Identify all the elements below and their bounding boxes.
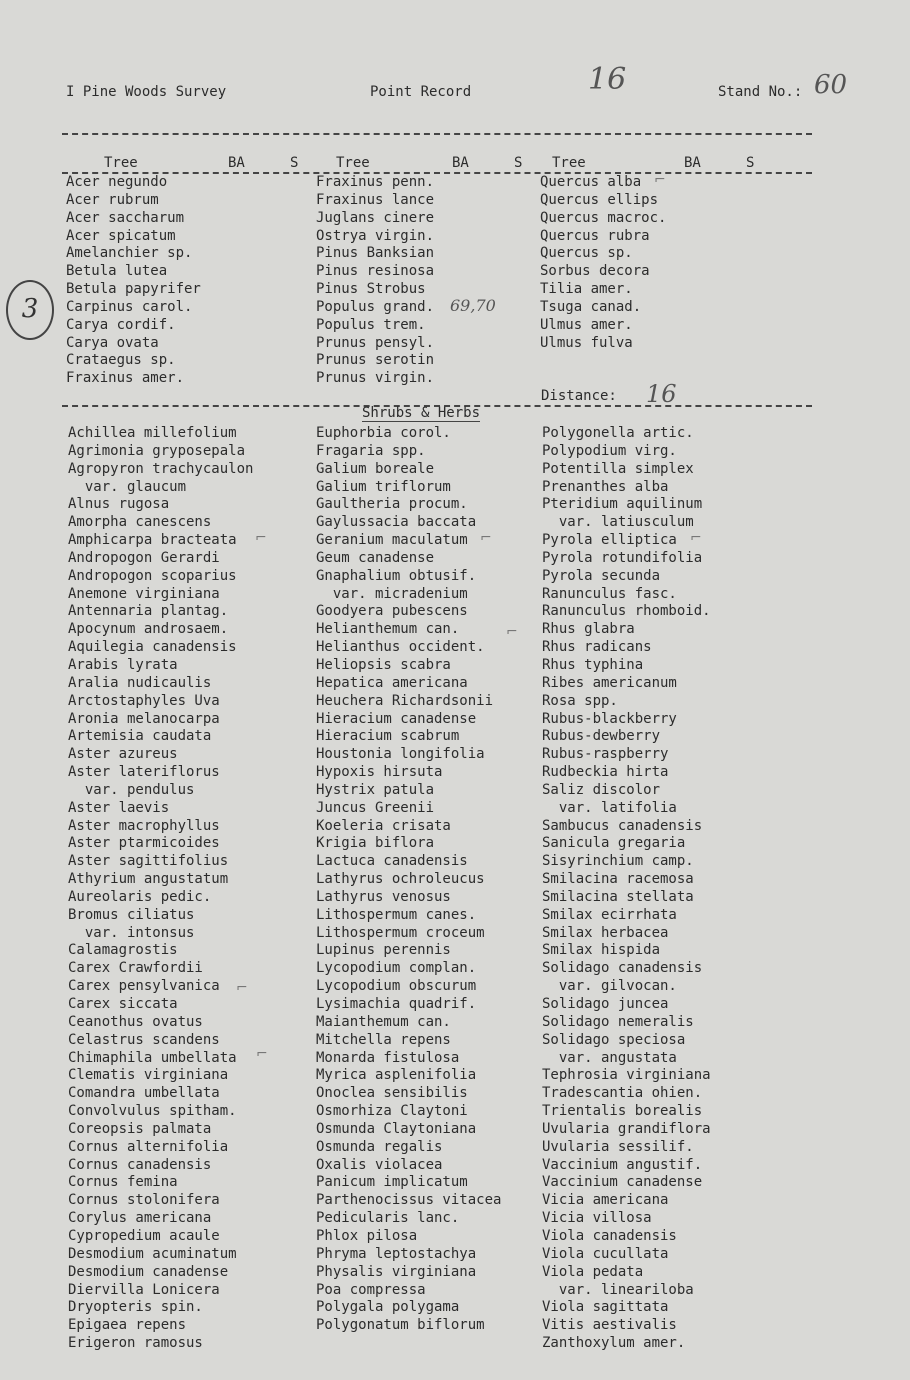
herb-species: Gaylussacia baccata — [316, 514, 477, 531]
tree-species: Prunus virgin. — [316, 370, 435, 387]
herb-species: Calamagrostis — [68, 942, 178, 959]
herb-species: Potentilla simplex — [542, 460, 694, 477]
herb-species: Sambucus canadensis — [542, 817, 703, 834]
tree-species: Carya ovata — [66, 334, 159, 351]
herb-species: Polygonella artic. — [542, 425, 694, 441]
tree-species: Pinus resinosa — [316, 263, 435, 280]
ba-header-2: BA — [452, 155, 469, 171]
herb-species: Amorpha canescens — [68, 514, 212, 531]
herb-species: Tephrosia virginiana — [542, 1067, 711, 1084]
herb-species: Aster macrophyllus — [68, 817, 220, 834]
herb-species: Celastrus scandens — [68, 1031, 220, 1048]
herb-species: Osmorhiza Claytoni — [316, 1103, 468, 1120]
herb-species: Cornus alternifolia — [68, 1138, 229, 1155]
tree-species: Populus grand. — [316, 298, 435, 315]
herb-species: Lysimachia quadrif. — [316, 996, 477, 1012]
herb-species: Euphorbia corol. — [316, 425, 451, 441]
populus-note: 69,70 — [450, 296, 496, 315]
handwritten-point-number: 16 — [588, 62, 627, 97]
tree-species: Tilia amer. — [540, 281, 633, 298]
herb-species: Bromus ciliatus — [68, 906, 195, 923]
herb-species: Athyrium angustatum — [68, 871, 229, 888]
herb-species: Lycopodium obscurum — [316, 978, 477, 995]
herb-species: Lathyrus ochroleucus — [316, 871, 485, 888]
tree-species: Acer saccharum — [66, 209, 185, 226]
survey-title: I Pine Woods Survey — [66, 84, 227, 100]
herb-species: Smilacina racemosa — [542, 871, 694, 888]
herb-species: Erigeron ramosus — [68, 1335, 203, 1352]
herb-species: Uvularia grandiflora — [542, 1120, 711, 1137]
herb-species: Lithospermum canes. — [316, 906, 477, 923]
herb-species: Galium triflorum — [316, 478, 451, 495]
herb-species: Vicia villosa — [542, 1210, 652, 1227]
herb-species: Rhus typhina — [542, 656, 644, 673]
herb-species: Solidago nemeralis — [542, 1013, 694, 1030]
herb-species: Solidago juncea — [542, 996, 669, 1012]
herb-species: Lycopodium complan. — [316, 960, 477, 977]
herb-species: Fragaria spp. — [316, 442, 426, 459]
herb-species: Arctostaphyles Uva — [68, 692, 220, 709]
herb-species: Prenanthes alba — [542, 478, 669, 495]
tree-list-col2 — [316, 174, 434, 388]
herb-list-col2 — [316, 425, 501, 1335]
herb-species: var. latifolia — [542, 799, 677, 816]
herb-list-col3 — [542, 425, 711, 1353]
herb-species: Aster azureus — [68, 746, 178, 763]
herb-species: var. glaucum — [68, 478, 187, 495]
herb-species: Gaultheria procum. — [316, 496, 468, 513]
herb-species: Alnus rugosa — [68, 496, 170, 513]
herb-species: Smilax hispida — [542, 942, 661, 959]
herb-species: Rubus-blackberry — [542, 710, 677, 727]
herb-species: Solidago canadensis — [542, 960, 703, 977]
herb-species: Solidago speciosa — [542, 1031, 686, 1048]
herb-species: Andropogon Gerardi — [68, 549, 220, 566]
herb-species: Ribes americanum — [542, 674, 677, 691]
herb-species: Anemone virginiana — [68, 585, 220, 602]
herb-species: Polygala polygama — [316, 1299, 460, 1316]
herb-species: Amphicarpa bracteata — [68, 532, 237, 549]
herb-species: Hieracium canadense — [316, 710, 477, 727]
herb-species: Aureolaris pedic. — [68, 888, 212, 905]
tree-species: Carya cordif. — [66, 316, 176, 333]
herb-species: Andropogon scoparius — [68, 567, 237, 584]
tree-species: Sorbus decora — [540, 263, 650, 280]
herb-species: Chimaphila umbellata — [68, 1049, 237, 1066]
herb-species: Hystrix patula — [316, 781, 435, 798]
herb-species: Smilacina stellata — [542, 888, 694, 905]
herb-species: Houstonia longifolia — [316, 746, 485, 763]
tree-species: Fraxinus penn. — [316, 174, 435, 190]
herb-species: Monarda fistulosa — [316, 1049, 460, 1066]
tree-species: Quercus sp. — [540, 245, 633, 262]
tree-species: Quercus alba — [540, 174, 642, 190]
ba-header-3: BA — [684, 155, 701, 171]
herb-species: Heuchera Richardsonii — [316, 692, 494, 709]
herb-species: Goodyera pubescens — [316, 603, 468, 620]
s-header-1: S — [290, 155, 299, 171]
herb-species: Geranium maculatum — [316, 532, 468, 549]
herb-species: Sanicula gregaria — [542, 835, 686, 852]
check-mark: ⌐ — [506, 624, 518, 640]
herb-species: Physalis virginiana — [316, 1263, 477, 1280]
herb-species: Rubus-dewberry — [542, 728, 661, 745]
herb-species: Osmunda regalis — [316, 1138, 443, 1155]
herb-species: Aster sagittifolius — [68, 853, 229, 870]
herb-species: Tradescantia ohien. — [542, 1085, 703, 1102]
herb-species: Lupinus perennis — [316, 942, 451, 959]
tree-species: Acer spicatum — [66, 227, 176, 244]
tree-species: Ulmus amer. — [540, 316, 633, 333]
herb-species: Krigia biflora — [316, 835, 435, 852]
herb-species: Cornus femina — [68, 1174, 178, 1191]
stand-number: 60 — [814, 70, 848, 100]
tree-species: Fraxinus amer. — [66, 370, 185, 387]
herb-species: Hepatica americana — [316, 674, 468, 691]
herb-species: Koeleria crisata — [316, 817, 451, 834]
herb-species: Vicia americana — [542, 1192, 669, 1209]
tree-species: Fraxinus lance — [316, 191, 435, 208]
check-mark: ⌐ — [256, 1046, 268, 1062]
herb-species: Sisyrinchium camp. — [542, 853, 694, 870]
circled-number: 3 — [6, 280, 54, 340]
herb-species: Helianthus occident. — [316, 639, 485, 656]
herb-species: Smilax ecirrhata — [542, 906, 677, 923]
herb-species: Arabis lyrata — [68, 656, 178, 673]
tree-species: Prunus pensyl. — [316, 334, 435, 351]
herb-species: Juncus Greenii — [316, 799, 435, 816]
check-mark: ⌐ — [654, 172, 666, 188]
herb-species: Trientalis borealis — [542, 1103, 703, 1120]
tree-header-3: Tree — [552, 155, 586, 171]
herb-species: Clematis virginiana — [68, 1067, 229, 1084]
herb-species: Rosa spp. — [542, 692, 618, 709]
herb-species: Viola cucullata — [542, 1245, 669, 1262]
tree-species: Acer negundo — [66, 174, 168, 190]
herb-species: Saliz discolor — [542, 781, 661, 798]
herb-species: Lathyrus venosus — [316, 888, 451, 905]
herb-species: Lithospermum croceum — [316, 924, 485, 941]
shrubs-herbs-heading: Shrubs & Herbs — [362, 405, 481, 421]
s-header-3: S — [746, 155, 755, 171]
herb-species: Hieracium scabrum — [316, 728, 460, 745]
herb-species: Artemisia caudata — [68, 728, 212, 745]
herb-species: Hypoxis hirsuta — [316, 764, 443, 781]
herb-species: Carex Crawfordii — [68, 960, 203, 977]
s-header-2: S — [514, 155, 523, 171]
herb-species: Parthenocissus vitacea — [316, 1192, 502, 1209]
tree-species: Tsuga canad. — [540, 298, 642, 315]
tree-species: Amelanchier sp. — [66, 245, 193, 262]
check-mark: ⌐ — [255, 530, 267, 546]
herb-species: Apocynum androsaem. — [68, 621, 229, 638]
herb-species: Ranunculus fasc. — [542, 585, 677, 602]
herb-species: Rudbeckia hirta — [542, 764, 669, 781]
tree-species: Crataegus sp. — [66, 352, 176, 369]
tree-species: Acer rubrum — [66, 191, 159, 208]
herb-species: var. pendulus — [68, 781, 195, 798]
herb-species: Mitchella repens — [316, 1031, 451, 1048]
herb-species: Gnaphalium obtusif. — [316, 567, 477, 584]
herb-species: var. lineariloba — [542, 1281, 694, 1298]
herb-species: Cornus stolonifera — [68, 1192, 220, 1209]
herb-species: Diervilla Lonicera — [68, 1281, 220, 1298]
tree-species: Pinus Banksian — [316, 245, 435, 262]
stand-label: Stand No.: — [718, 84, 803, 100]
herb-species: Cypropedium acaule — [68, 1227, 220, 1244]
herb-species: Ranunculus rhomboid. — [542, 603, 711, 620]
herb-species: Epigaea repens — [68, 1317, 187, 1334]
herb-species: Desmodium canadense — [68, 1263, 229, 1280]
herb-species: Aster lateriflorus — [68, 764, 220, 781]
check-mark: ⌐ — [690, 530, 702, 546]
herb-species: Cornus canadensis — [68, 1156, 212, 1173]
herb-species: Aronia melanocarpa — [68, 710, 220, 727]
herb-species: Rubus-raspberry — [542, 746, 669, 763]
herb-species: Pyrola elliptica — [542, 532, 677, 549]
tree-species: Juglans cinere — [316, 209, 435, 226]
herb-species: Galium boreale — [316, 460, 435, 477]
herb-species: Viola pedata — [542, 1263, 644, 1280]
herb-species: Pteridium aquilinum — [542, 496, 703, 513]
tree-species: Quercus ellips — [540, 191, 659, 208]
herb-species: Pyrola secunda — [542, 567, 661, 584]
herb-species: Poa compressa — [316, 1281, 426, 1298]
herb-species: Dryopteris spin. — [68, 1299, 203, 1316]
herb-species: Rhus glabra — [542, 621, 635, 638]
herb-species: Comandra umbellata — [68, 1085, 220, 1102]
herb-species: var. gilvocan. — [542, 978, 677, 995]
herb-species: Heliopsis scabra — [316, 656, 451, 673]
check-mark: ⌐ — [480, 530, 492, 546]
herb-species: var. micradenium — [316, 585, 468, 602]
herb-species: Agropyron trachycaulon — [68, 460, 254, 477]
herb-species: Aralia nudicaulis — [68, 674, 212, 691]
herb-species: Rhus radicans — [542, 639, 652, 656]
herb-species: Zanthoxylum amer. — [542, 1335, 686, 1352]
herb-species: Panicum implicatum — [316, 1174, 468, 1191]
herb-species: Corylus americana — [68, 1210, 212, 1227]
distance-label: Distance: — [541, 388, 617, 404]
tree-species: Quercus macroc. — [540, 209, 667, 226]
herb-species: Desmodium acuminatum — [68, 1245, 237, 1262]
herb-species: Vaccinium angustif. — [542, 1156, 703, 1173]
herb-species: Aster ptarmicoides — [68, 835, 220, 852]
herb-species: Oxalis violacea — [316, 1156, 443, 1173]
herb-species: Uvularia sessilif. — [542, 1138, 694, 1155]
herb-species: Vitis aestivalis — [542, 1317, 677, 1334]
ba-header-1: BA — [228, 155, 245, 171]
herb-species: Aquilegia canadensis — [68, 639, 237, 656]
herb-species: Coreopsis palmata — [68, 1120, 212, 1137]
herb-species: Lactuca canadensis — [316, 853, 468, 870]
tree-species: Betula papyrifer — [66, 281, 201, 298]
tree-list-col3 — [540, 174, 666, 352]
herb-species: Viola canadensis — [542, 1227, 677, 1244]
tree-header-1: Tree — [104, 155, 138, 171]
tree-list-col1 — [66, 174, 201, 388]
divider-top — [62, 133, 812, 135]
tree-species: Betula lutea — [66, 263, 168, 280]
herb-species: Polypodium virg. — [542, 442, 677, 459]
herb-species: Phryma leptostachya — [316, 1245, 477, 1262]
herb-species: Pedicularis lanc. — [316, 1210, 460, 1227]
herb-species: Vaccinium canadense — [542, 1174, 703, 1191]
herb-species: Aster laevis — [68, 799, 170, 816]
tree-species: Ostrya virgin. — [316, 227, 435, 244]
herb-species: Achillea millefolium — [68, 425, 237, 441]
tree-species: Quercus rubra — [540, 227, 650, 244]
herb-species: Phlox pilosa — [316, 1227, 418, 1244]
herb-species: var. intonsus — [68, 924, 195, 941]
herb-species: var. angustata — [542, 1049, 677, 1066]
herb-species: Onoclea sensibilis — [316, 1085, 468, 1102]
tree-species: Carpinus carol. — [66, 298, 193, 315]
herb-species: Ceanothus ovatus — [68, 1013, 203, 1030]
herb-species: Antennaria plantag. — [68, 603, 229, 620]
herb-species: Osmunda Claytoniana — [316, 1120, 477, 1137]
herb-species: Smilax herbacea — [542, 924, 669, 941]
herb-species: Carex pensylvanica — [68, 978, 220, 995]
tree-species: Pinus Strobus — [316, 281, 426, 298]
record-title: Point Record — [370, 84, 472, 100]
tree-species: Ulmus fulva — [540, 334, 633, 351]
herb-species: Geum canadense — [316, 549, 435, 566]
check-mark: ⌐ — [236, 980, 248, 996]
herb-species: Viola sagittata — [542, 1299, 669, 1316]
herb-species: Myrica asplenifolia — [316, 1067, 477, 1084]
herb-species: Polygonatum biflorum — [316, 1317, 485, 1334]
herb-species: Convolvulus spitham. — [68, 1103, 237, 1120]
herb-list-col1 — [68, 425, 253, 1353]
distance-value: 16 — [646, 380, 677, 408]
herb-species: var. latiusculum — [542, 514, 694, 531]
herb-species: Helianthemum can. — [316, 621, 460, 638]
tree-header-2: Tree — [336, 155, 370, 171]
tree-species: Populus trem. — [316, 316, 426, 333]
herb-species: Agrimonia gryposepala — [68, 442, 246, 459]
tree-species: Prunus serotin — [316, 352, 435, 369]
herb-species: Carex siccata — [68, 996, 178, 1012]
herb-species: Maianthemum can. — [316, 1013, 451, 1030]
herb-species: Pyrola rotundifolia — [542, 549, 703, 566]
